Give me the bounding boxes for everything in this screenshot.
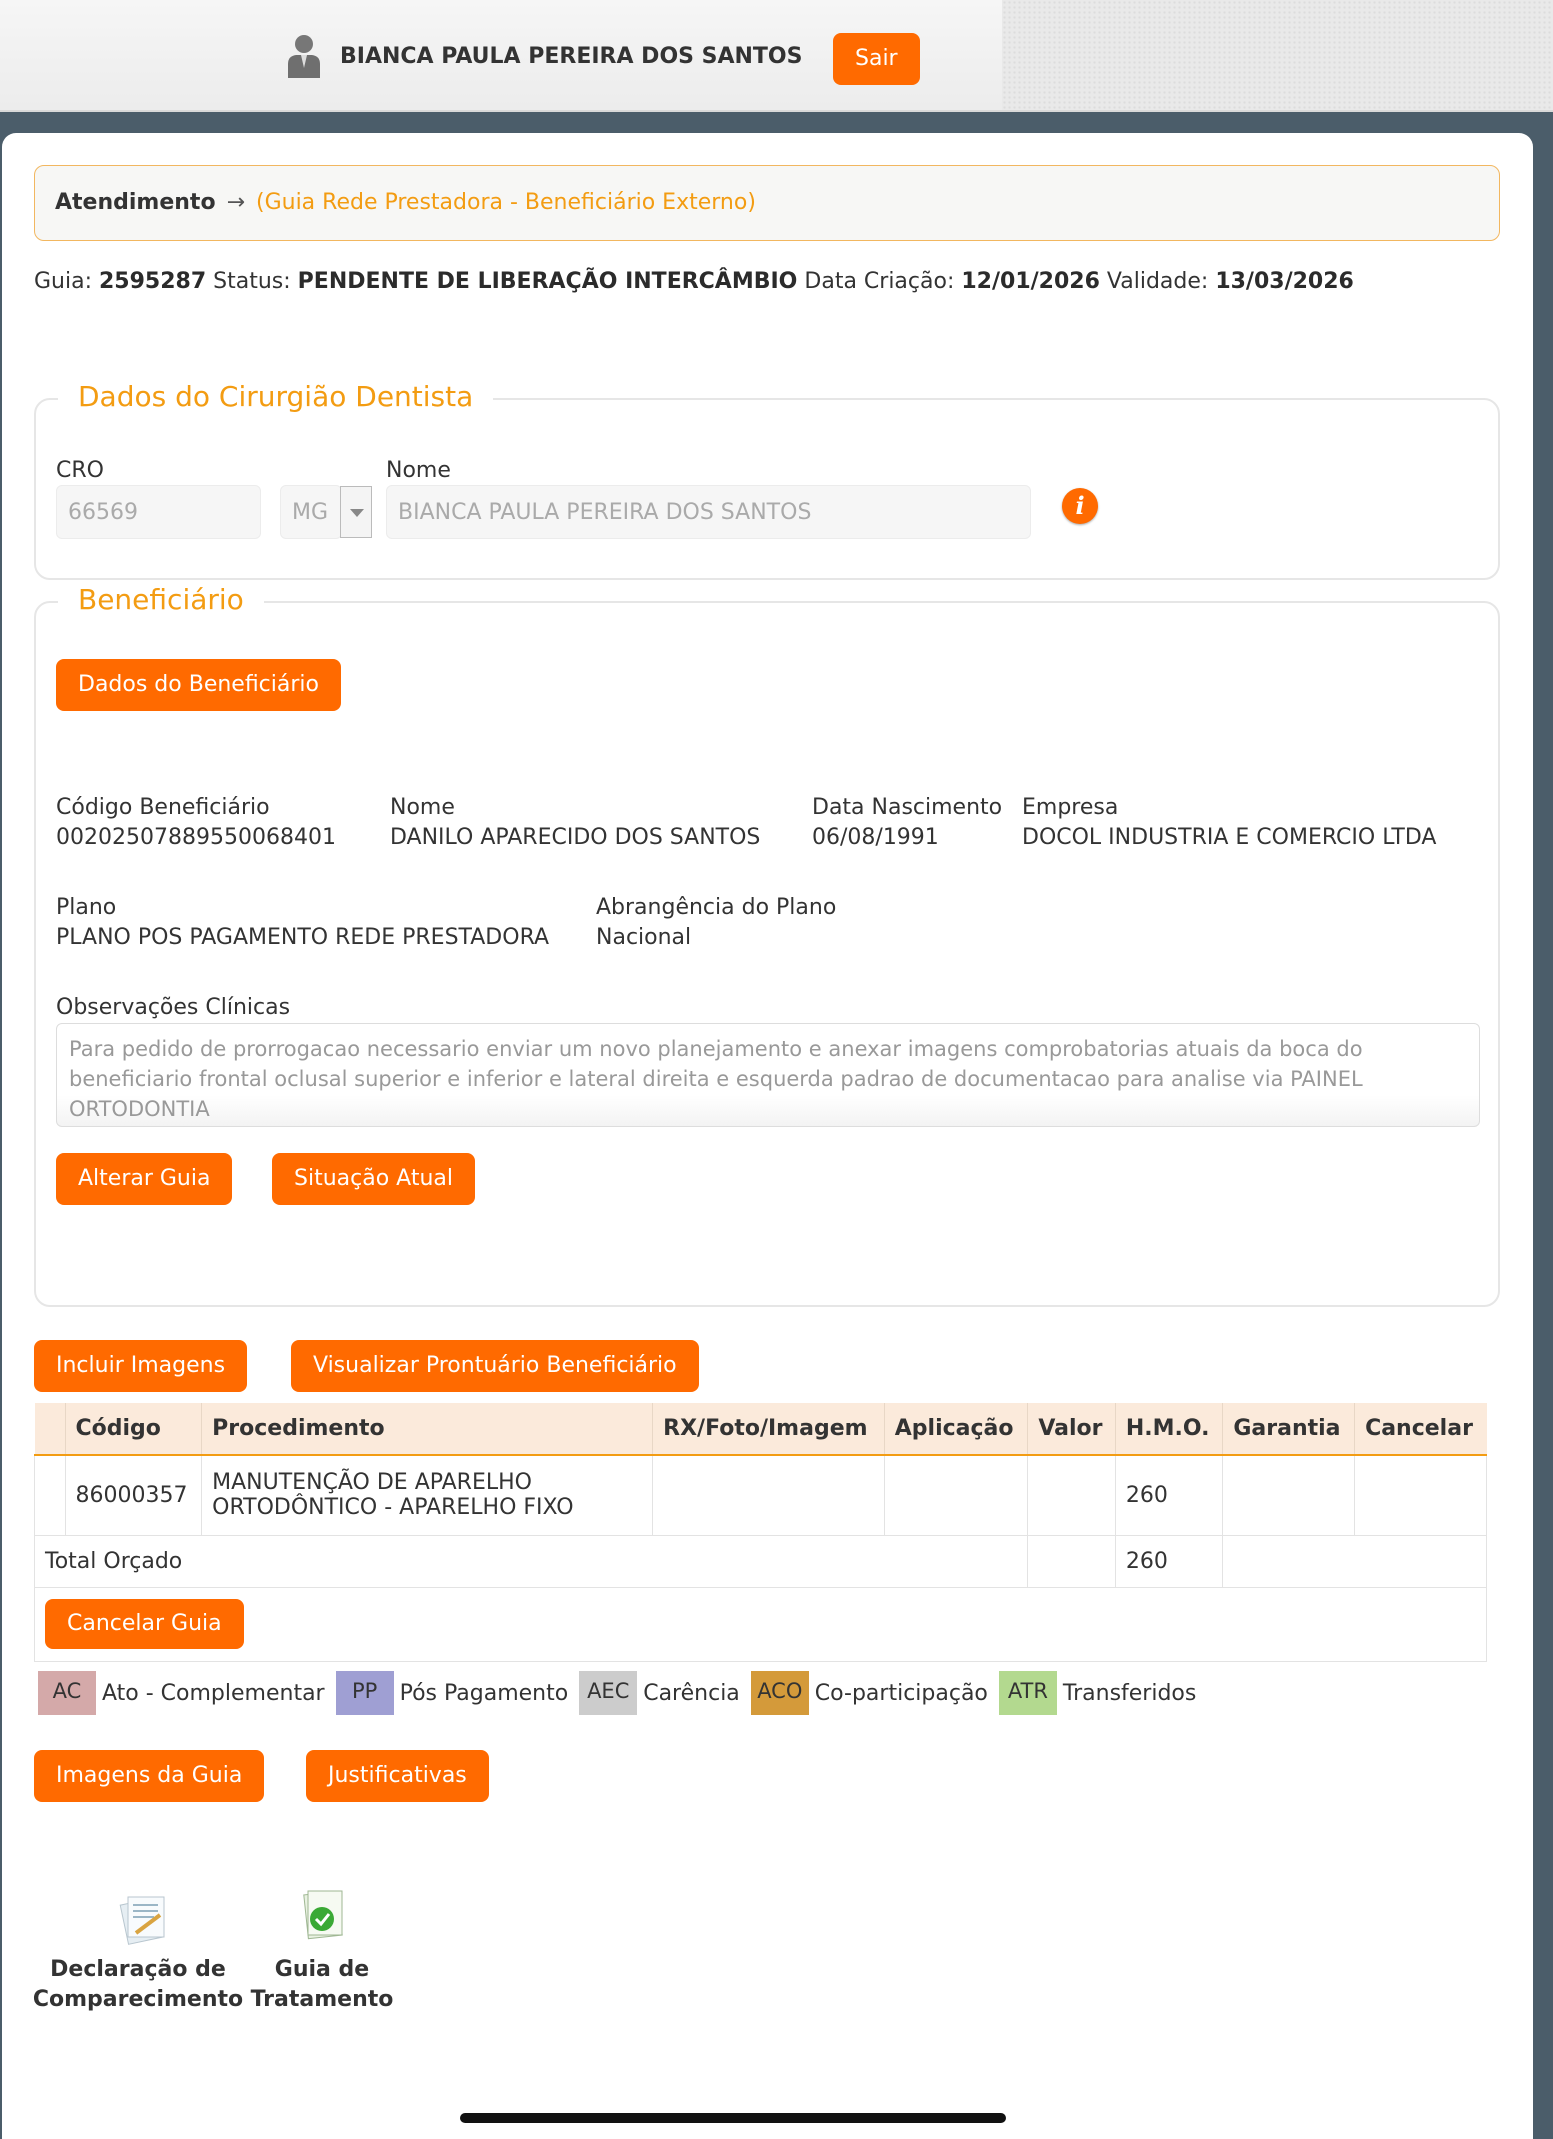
col-guarantee: Garantia [1223, 1403, 1355, 1455]
cancel-cell [35, 1587, 1487, 1661]
beneficiary-section-title: Beneficiário [58, 583, 264, 616]
coverage-label: Abrangência do Plano [596, 895, 837, 920]
code-label: Código Beneficiário [56, 795, 270, 820]
beneficiary-name-label: Nome [390, 795, 455, 820]
col-rx: RX/Foto/Imagem [653, 1403, 885, 1455]
chevron-down-icon[interactable] [340, 486, 372, 538]
company-label: Empresa [1022, 795, 1119, 820]
col-cancel: Cancelar [1355, 1403, 1487, 1455]
table-header-row [35, 1403, 1487, 1455]
status-value: PENDENTE DE LIBERAÇÃO INTERCÂMBIO [297, 269, 798, 294]
info-icon[interactable]: i [1062, 488, 1098, 524]
top-bar [0, 0, 1553, 112]
cro-label: CRO [56, 458, 104, 483]
legend-pp-label: Pós Pagamento [399, 1680, 569, 1706]
legend-ac-swatch: AC [38, 1671, 96, 1715]
total-row [35, 1535, 1487, 1587]
row-hmo: 260 [1115, 1455, 1222, 1535]
justifications-button[interactable]: Justificativas [306, 1750, 489, 1802]
row-procedure [202, 1455, 653, 1535]
plan-label: Plano [56, 895, 117, 920]
obs-label: Observações Clínicas [56, 995, 291, 1020]
uf-select[interactable]: MG [280, 485, 342, 539]
logout-button[interactable]: Sair [833, 33, 920, 85]
include-images-button[interactable]: Incluir Imagens [34, 1340, 247, 1392]
breadcrumb [34, 165, 1500, 241]
beneficiary-name-value: DANILO APARECIDO DOS SANTOS [390, 825, 761, 850]
created-date: 12/01/2026 [961, 269, 1100, 294]
dentist-section-title: Dados do Cirurgião Dentista [58, 380, 493, 413]
treatment-guide-link[interactable] [232, 1955, 412, 2015]
guia-summary [34, 269, 1354, 294]
guia-number: 2595287 [99, 269, 207, 294]
procedures-table [34, 1403, 1487, 1662]
treatment-line-1: Guia de [274, 1957, 370, 1982]
declaration-line-1: Declaração de [50, 1957, 226, 1982]
row-cancel[interactable] [1355, 1455, 1487, 1535]
declaration-link[interactable] [28, 1955, 248, 2015]
legend-pp-swatch: PP [336, 1671, 394, 1715]
cancel-row [35, 1587, 1487, 1661]
col-application: Aplicação [884, 1403, 1028, 1455]
breadcrumb-root[interactable]: Atendimento [55, 190, 216, 215]
legend-atr-label: Transferidos [1062, 1680, 1197, 1706]
beneficiary-data-button[interactable]: Dados do Beneficiário [56, 659, 341, 711]
view-record-button[interactable]: Visualizar Prontuário Beneficiário [291, 1340, 699, 1392]
legend-aec-label: Carência [643, 1680, 740, 1706]
col-marker [35, 1403, 66, 1455]
col-code: Código [65, 1403, 202, 1455]
guia-images-button[interactable]: Imagens da Guia [34, 1750, 264, 1802]
declaration-line-2: Comparecimento [32, 1987, 244, 2012]
birth-label: Data Nascimento [812, 795, 1003, 820]
birth-value: 06/08/1991 [812, 825, 939, 850]
header-pattern [1002, 0, 1553, 110]
treatment-line-2: Tratamento [250, 1987, 394, 2012]
total-value [1028, 1535, 1116, 1587]
alter-guia-button[interactable]: Alterar Guia [56, 1153, 232, 1205]
row-code: 86000357 [65, 1455, 202, 1535]
row-application [884, 1455, 1028, 1535]
row-rx [653, 1455, 885, 1535]
table-row [35, 1455, 1487, 1535]
col-procedure: Procedimento [202, 1403, 653, 1455]
total-rest [1223, 1535, 1487, 1587]
dentist-name-label: Nome [386, 458, 451, 483]
main-panel [2, 133, 1533, 2139]
procedure-line-2: ORTODÔNTICO - APARELHO FIXO [212, 1495, 574, 1521]
cancel-guia-button[interactable]: Cancelar Guia [45, 1599, 244, 1649]
row-value [1028, 1455, 1116, 1535]
legend-aco-label: Co-participação [814, 1680, 988, 1706]
home-indicator[interactable] [460, 2113, 1006, 2123]
current-status-button[interactable]: Situação Atual [272, 1153, 475, 1205]
legend-atr-swatch: ATR [999, 1671, 1057, 1715]
procedure-line-1: MANUTENÇÃO DE APARELHO [212, 1470, 532, 1496]
code-value: 00202507889550068401 [56, 825, 336, 850]
user-icon [286, 34, 322, 78]
status-label: Status: [213, 269, 291, 294]
breadcrumb-arrow-icon: → [226, 190, 245, 215]
declaration-document-icon[interactable] [114, 1887, 174, 1947]
treatment-guide-icon[interactable] [292, 1885, 352, 1945]
plan-value: PLANO POS PAGAMENTO REDE PRESTADORA [56, 925, 550, 950]
user-name: BIANCA PAULA PEREIRA DOS SANTOS [340, 44, 803, 69]
row-marker [35, 1455, 66, 1535]
breadcrumb-current[interactable]: (Guia Rede Prestadora - Beneficiário Externo) [256, 190, 756, 215]
total-hmo: 260 [1115, 1535, 1222, 1587]
cro-input[interactable]: 66569 [56, 485, 261, 539]
validity-label: Validade: [1106, 269, 1209, 294]
legend-aco-swatch: ACO [751, 1671, 809, 1715]
obs-textarea[interactable]: Para pedido de prorrogacao necessario enviar um novo planejamento e anexar imagens comprobatorias atuais da boca do beneficiario frontal oclusal superior e inferior e lateral direita e esquerda padrao de documentacao para analise via PAINEL ORTODONTIA [56, 1023, 1480, 1127]
validity-date: 13/03/2026 [1215, 269, 1354, 294]
total-label: Total Orçado [35, 1535, 1028, 1587]
dentist-name-input[interactable]: BIANCA PAULA PEREIRA DOS SANTOS [386, 485, 1031, 539]
row-guarantee [1223, 1455, 1355, 1535]
created-label: Data Criação: [804, 269, 955, 294]
col-value: Valor [1028, 1403, 1116, 1455]
company-value: DOCOL INDUSTRIA E COMERCIO LTDA [1022, 825, 1437, 850]
legend-aec-swatch: AEC [579, 1671, 637, 1715]
col-hmo: H.M.O. [1115, 1403, 1222, 1455]
status-legend [38, 1671, 1200, 1715]
guia-label: Guia: [34, 269, 92, 294]
coverage-value: Nacional [596, 925, 692, 950]
legend-ac-label: Ato - Complementar [102, 1680, 325, 1706]
